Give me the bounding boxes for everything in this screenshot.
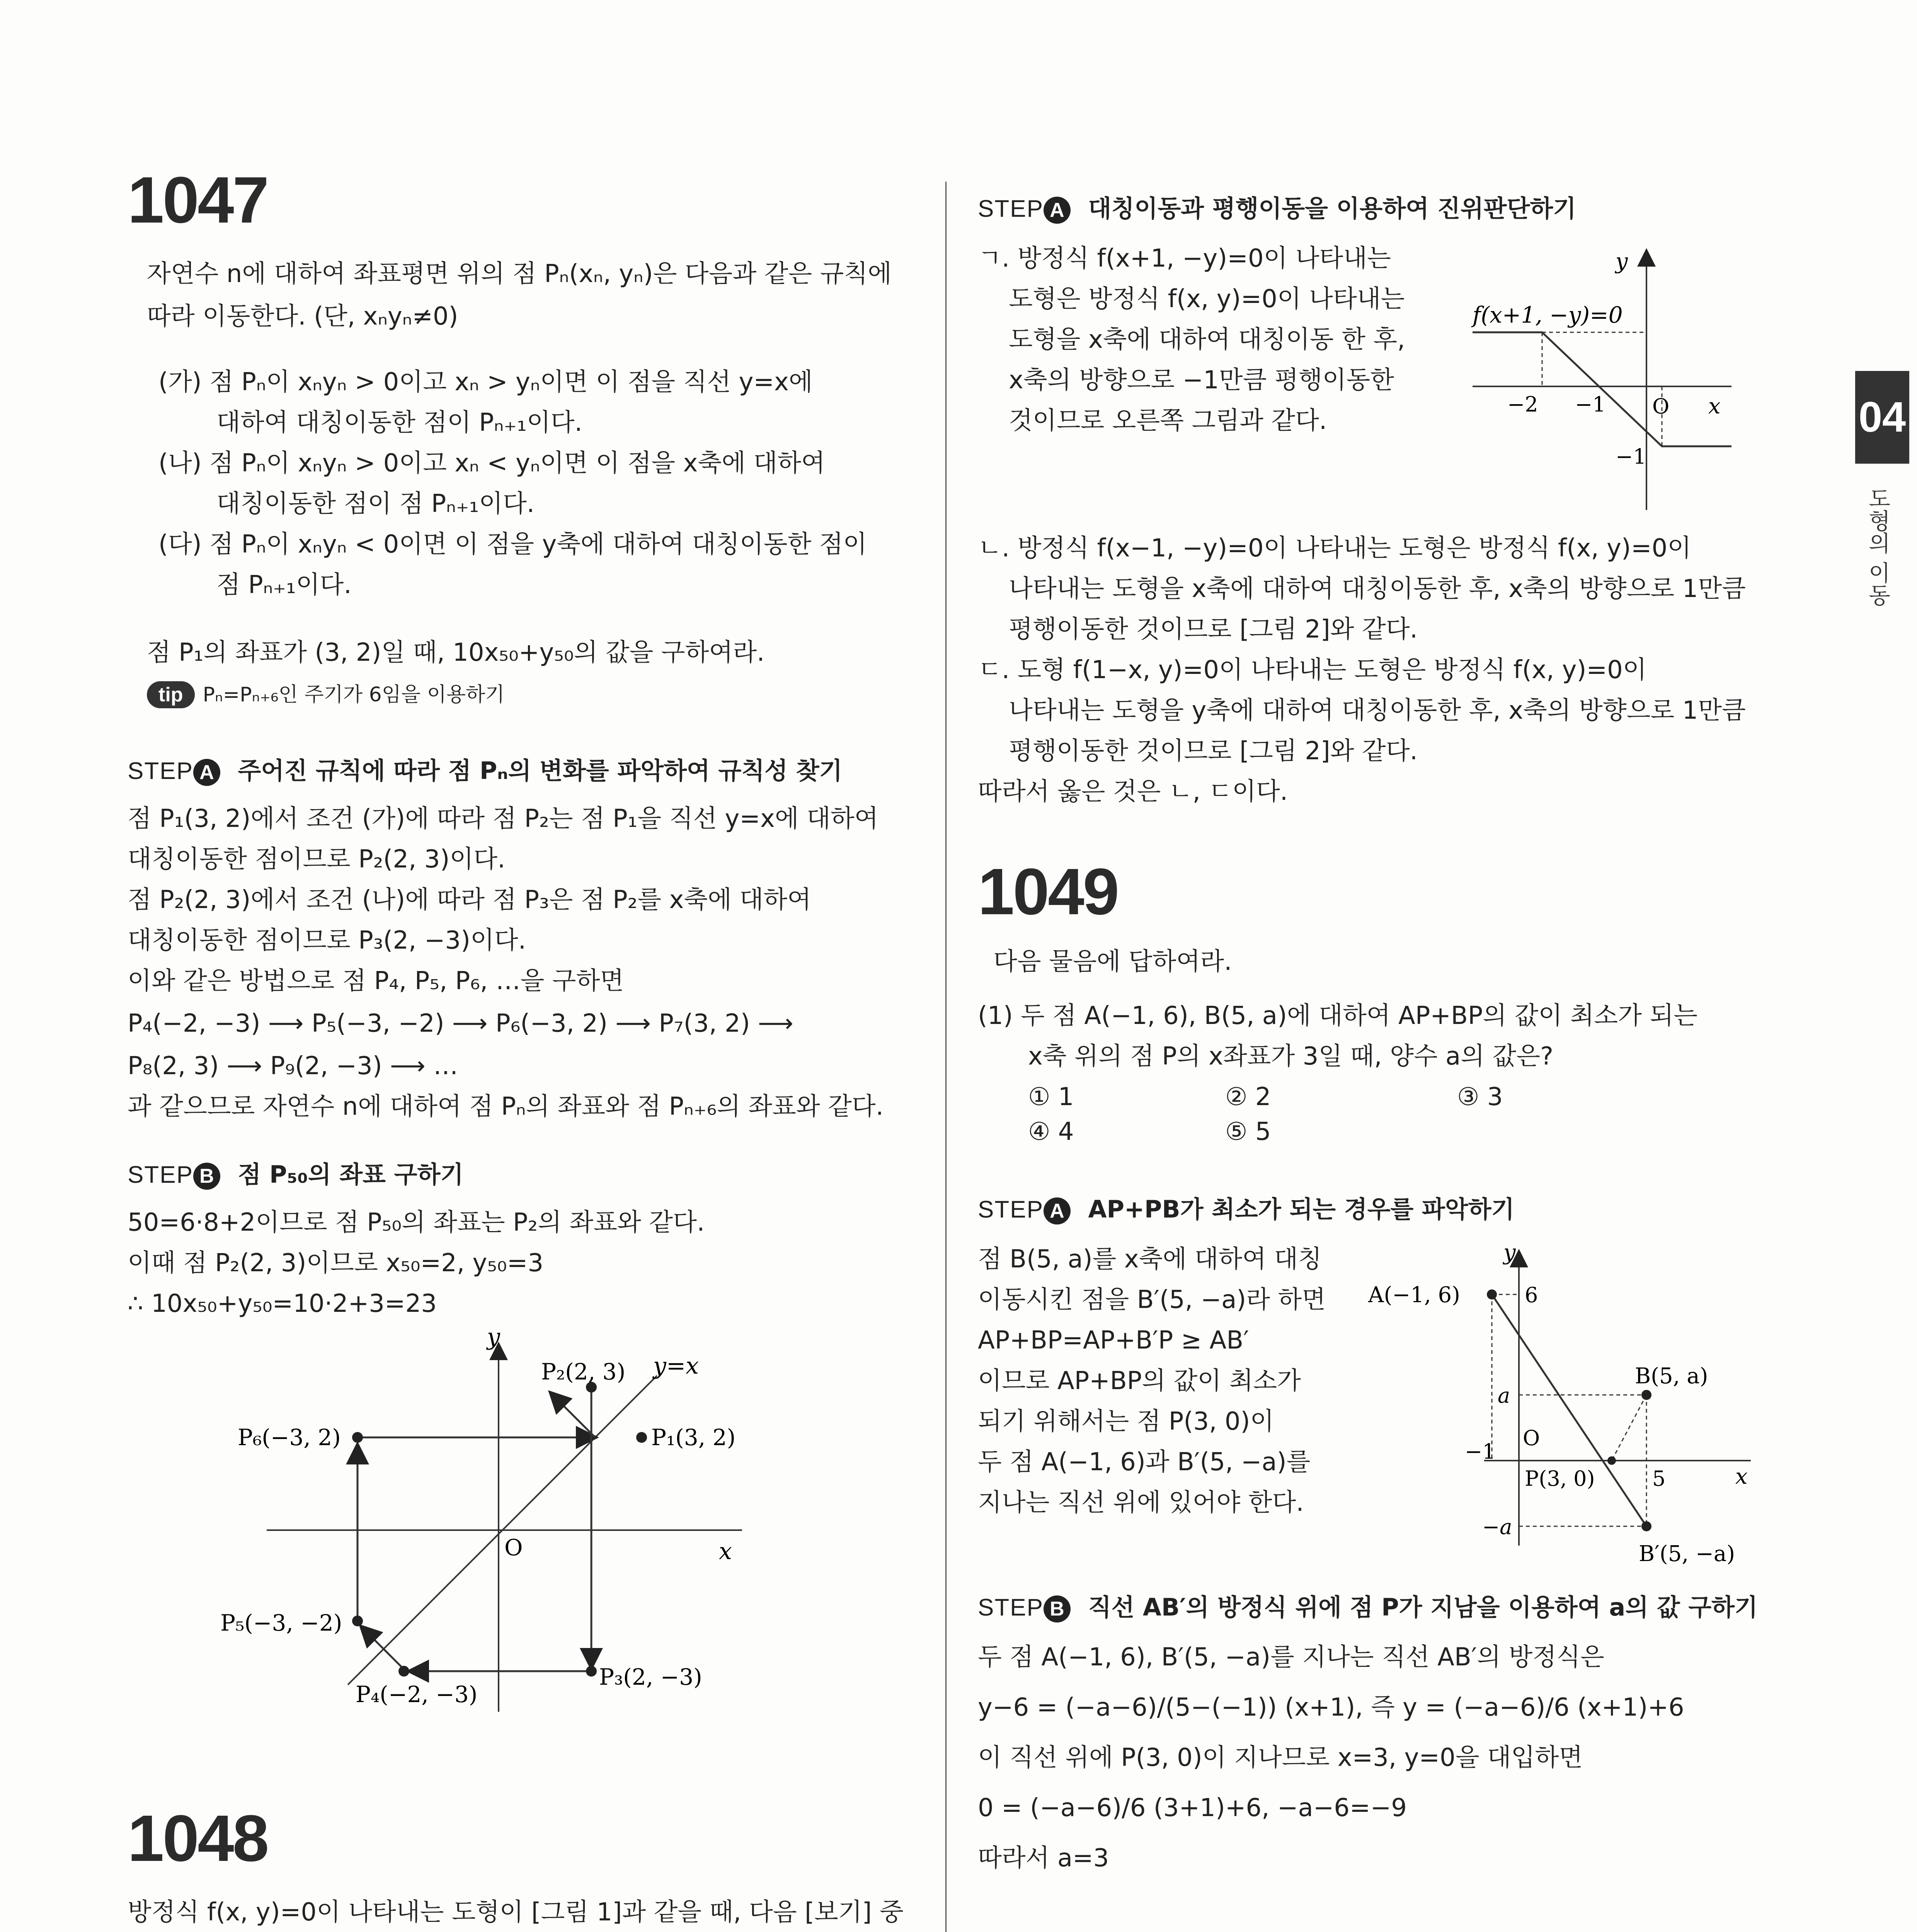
point-p4 (398, 1666, 409, 1677)
p1049-q1-step-a-heading (978, 1190, 1515, 1225)
step-badge-a: A (1044, 1197, 1071, 1225)
p1048-question-1: 방정식 f(x, y)=0이 나타내는 도형이 [그림 1]과 같을 때, 다음 [보기] 중 (128, 1898, 904, 1927)
p1048-sol-n3: 평행이동한 것이므로 [그림 2]와 같다. (1009, 615, 1418, 644)
axis-y-label: y (487, 1325, 500, 1350)
p1049-q1-sol-b1: 두 점 A(−1, 6), B′(5, −a)를 지나는 직선 AB′의 방정식은 (978, 1643, 1604, 1672)
step-label: STEP (978, 196, 1044, 222)
chapter-tab: 04 (1855, 371, 1909, 464)
p1047-sol-a4: 대칭이동한 점이므로 P₃(2, −3)이다. (128, 926, 526, 955)
point-p5 (352, 1616, 363, 1626)
label-p5: P₅(−3, −2) (220, 1610, 342, 1636)
p1047-step-a-heading (128, 752, 843, 786)
p1049-q1-line2: x축 위의 점 P의 x좌표가 3일 때, 양수 a의 값은? (1028, 1042, 1554, 1071)
g1-label-B: B(5, a) (1635, 1364, 1708, 1389)
point-P (1607, 1456, 1616, 1465)
p1047-sol-a5: 이와 같은 방법으로 점 P₄, P₅, P₆, …을 구하면 (128, 967, 624, 995)
point-p1 (636, 1432, 647, 1443)
step-label: STEP (128, 758, 193, 784)
p1049-q1-choice-5[interactable]: ⑤ 5 (1225, 1117, 1271, 1146)
step-badge-a: A (1044, 197, 1071, 224)
g1-label-A: A(−1, 6) (1368, 1282, 1460, 1308)
p1047-question: 점 P₁의 좌표가 (3, 2)일 때, 10x₅₀+y₅₀의 값을 구하여라. (147, 638, 765, 667)
p1047-step-b-heading (128, 1155, 463, 1190)
problem-number-1047: 1047 (128, 163, 268, 237)
sol-graph-y-neg-one: −1 (1616, 444, 1646, 469)
p1049-q1-line1: (1) 두 점 A(−1, 6), B(5, a)에 대하여 AP+BP의 값이 최소가 되는 (978, 1002, 1698, 1030)
step-badge-b: B (1044, 1595, 1071, 1622)
p1049-q1-sol-b2: y−6 = (−a−6)/(5−(−1)) (x+1), 즉 y = (−a−6)/6 (x+1)+6 (978, 1693, 1684, 1722)
p1048-sol-g5: 것이므로 오른쪽 그림과 같다. (1009, 406, 1327, 435)
p1049-q1-step-b-heading (978, 1588, 1758, 1622)
p1049-q1-sol-b: 이동시킨 점을 B′(5, −a)라 하면 (978, 1286, 1326, 1314)
p1048-sol-d3: 평행이동한 것이므로 [그림 2]와 같다. (1009, 737, 1418, 765)
origin-label: O (504, 1534, 523, 1561)
point-A (1487, 1289, 1497, 1299)
step-title: 직선 AB′의 방정식 위에 점 P가 지남을 이용하여 a의 값 구하기 (1088, 1593, 1758, 1621)
p1049-graph-1 (1364, 1240, 1770, 1580)
point-B (1641, 1390, 1651, 1400)
p1049-q1-choice-1[interactable]: ① 1 (1028, 1083, 1074, 1111)
p1049-q1-sol-a: 점 B(5, a)를 x축에 대하여 대칭 (978, 1245, 1322, 1274)
problem-number-1049: 1049 (978, 855, 1118, 929)
g1-label-B-prime: B′(5, −a) (1639, 1541, 1735, 1566)
p1047-rule-c-2: 점 Pₙ₊₁이다. (216, 571, 352, 599)
p1049-q1-sol-b4: 0 = (−a−6)/6 (3+1)+6, −a−6=−9 (978, 1794, 1407, 1822)
p1049-q1-choice-4[interactable]: ④ 4 (1028, 1117, 1074, 1146)
g1-six: 6 (1525, 1283, 1538, 1307)
p1047-rule-c-1: (다) 점 Pₙ이 xₙyₙ < 0이면 이 점을 y축에 대하여 대칭이동한 점이 (158, 530, 867, 559)
p1047-sol-a1: 점 P₁(3, 2)에서 조건 (가)에 따라 점 P₂는 점 P₁을 직선 y=x에 대하여 (128, 804, 878, 833)
p1047-sol-a7: P₈(2, 3) ⟶ P₉(2, −3) ⟶ … (128, 1052, 458, 1080)
label-p1: P₁(3, 2) (651, 1424, 736, 1451)
p1049-q1-sol-b3: 이 직선 위에 P(3, 0)이 지나므로 x=3, y=0을 대입하면 (978, 1743, 1583, 1772)
p1047-rule-b-1: (나) 점 Pₙ이 xₙyₙ > 0이고 xₙ < yₙ이면 이 점을 x축에 대하여 (158, 449, 825, 478)
g1-origin: O (1523, 1426, 1540, 1450)
point-p3 (586, 1666, 597, 1677)
sol-graph-origin: O (1652, 394, 1670, 418)
p1049-q2-line1 (993, 1928, 1633, 1932)
p1049-q1-sol-c: AP+BP=AP+B′P ≥ AB′ (978, 1326, 1249, 1355)
point-B-prime (1641, 1521, 1651, 1531)
p1047-rule-a-2: 대하여 대칭이동한 점이 Pₙ₊₁이다. (216, 408, 582, 437)
line-label: y=x (653, 1352, 699, 1379)
column-divider (945, 182, 947, 1932)
p1048-step-a-heading (978, 189, 1576, 224)
point-p6 (352, 1432, 363, 1443)
tip-badge: tip (147, 681, 195, 708)
step-badge-b: B (193, 1163, 220, 1190)
p1049-q1-sol-b5: 따라서 a=3 (978, 1844, 1109, 1872)
g1-x-label: x (1735, 1464, 1748, 1489)
p1047-graph (193, 1325, 773, 1743)
step-label: STEP (978, 1196, 1044, 1223)
p1049-q1-choice-2[interactable]: ② 2 (1225, 1083, 1271, 1111)
sol-graph-y: y (1616, 249, 1628, 274)
step-title: AP+PB가 최소가 되는 경우를 파악하기 (1088, 1195, 1515, 1223)
p1047-sol-b3: ∴ 10x₅₀+y₅₀=10·2+3=23 (128, 1289, 437, 1318)
step-badge-a: A (193, 759, 220, 786)
step-label: STEP (128, 1162, 193, 1188)
p1049-q1-sol-f: 두 점 A(−1, 6)과 B′(5, −a)를 (978, 1448, 1311, 1476)
step-label: STEP (978, 1594, 1044, 1621)
label-p4: P₄(−2, −3) (356, 1681, 478, 1708)
g1-neg-a: −a (1482, 1515, 1512, 1539)
p1049-q1-sol-d: 이므로 AP+BP의 값이 최소가 (978, 1367, 1301, 1395)
p1048-conclusion: 따라서 옳은 것은 ㄴ, ㄷ이다. (978, 777, 1288, 806)
p1047-rule-b-2: 대칭이동한 점이 점 Pₙ₊₁이다. (216, 490, 535, 518)
p1048-sol-g1: ㄱ. 방정식 f(x+1, −y)=0이 나타내는 (978, 244, 1391, 273)
p1049-q1-sol-e: 되기 위해서는 점 P(3, 0)이 (978, 1407, 1274, 1436)
g1-five: 5 (1652, 1466, 1666, 1491)
p1048-sol-d1: ㄷ. 도형 f(1−x, y)=0이 나타내는 도형은 방정식 f(x, y)=0이 (978, 656, 1647, 684)
p1049-intro: 다음 물음에 답하여라. (993, 947, 1232, 976)
p1047-sol-a8: 과 같으므로 자연수 n에 대하여 점 Pₙ의 좌표와 점 Pₙ₊₆의 좌표와 같다. (128, 1092, 884, 1121)
p1047-sol-a6: P₄(−2, −3) ⟶ P₅(−3, −2) ⟶ P₆(−3, 2) ⟶ P₇(3, 2) ⟶ (128, 1009, 793, 1038)
g1-y-label: y (1503, 1240, 1516, 1265)
p1047-sol-b1: 50=6·8+2이므로 점 P₅₀의 좌표는 P₂의 좌표와 같다. (128, 1208, 705, 1237)
p1047-tip (147, 678, 505, 708)
p1047-sol-b2: 이때 점 P₂(2, 3)이므로 x₅₀=2, y₅₀=3 (128, 1249, 544, 1277)
p1047-intro-1: 자연수 n에 대하여 좌표평면 위의 점 Pₙ(xₙ, yₙ)은 다음과 같은 규칙에 (147, 260, 892, 288)
p1048-solution-graph (1461, 240, 1762, 518)
axis-x-label: x (719, 1538, 732, 1565)
p1049-q1-choice-3[interactable]: ③ 3 (1457, 1083, 1503, 1111)
sol-graph-x-neg-one: −1 (1575, 392, 1606, 417)
p1049-q1-sol-g: 지나는 직선 위에 있어야 한다. (978, 1488, 1304, 1517)
label-p2: P₂(2, 3) (541, 1359, 626, 1385)
step-title: 점 P₅₀의 좌표 구하기 (238, 1160, 464, 1189)
g1-a-tick: a (1498, 1383, 1510, 1408)
p1047-rule-a-1: (가) 점 Pₙ이 xₙyₙ > 0이고 xₙ > yₙ이면 이 점을 직선 y=x에 (158, 368, 813, 396)
chapter-tab-title: 도형의 이동 (1864, 487, 1891, 606)
sol-graph-x-neg-two: −2 (1507, 392, 1538, 417)
problem-number-1048: 1048 (128, 1802, 268, 1875)
g1-neg-one: −1 (1465, 1439, 1496, 1464)
sol-graph-x: x (1708, 394, 1721, 419)
p1048-sol-g2: 도형은 방정식 f(x, y)=0이 나타내는 (1009, 285, 1405, 313)
tip-text: Pₙ=Pₙ₊₆인 주기가 6임을 이용하기 (203, 683, 505, 706)
p1047-sol-a3: 점 P₂(2, 3)에서 조건 (나)에 따라 점 P₃은 점 P₂를 x축에 대하여 (128, 886, 811, 914)
g1-label-P: P(3, 0) (1525, 1466, 1595, 1491)
p1047-intro-2: 따라 이동한다. (단, xₙyₙ≠0) (147, 302, 458, 331)
step-title: 대칭이동과 평행이동을 이용하여 진위판단하기 (1088, 194, 1577, 223)
p1048-sol-n2: 나타내는 도형을 x축에 대하여 대칭이동한 후, x축의 방향으로 1만큼 (1009, 575, 1746, 603)
p1048-sol-n1: ㄴ. 방정식 f(x−1, −y)=0이 나타내는 도형은 방정식 f(x, y)=0이 (978, 534, 1692, 563)
step-title: 주어진 규칙에 따라 점 Pₙ의 변화를 파악하여 규칙성 찾기 (238, 757, 843, 785)
p1048-sol-g4: x축의 방향으로 −1만큼 평행이동한 (1009, 366, 1394, 395)
p1048-sol-d2: 나타내는 도형을 y축에 대하여 대칭이동한 후, x축의 방향으로 1만큼 (1009, 696, 1746, 725)
label-p6: P₆(−3, 2) (238, 1424, 341, 1451)
sol-graph-label: f(x+1, −y)=0 (1473, 302, 1623, 328)
label-p3: P₃(2, −3) (599, 1664, 702, 1690)
p1047-sol-a2: 대칭이동한 점이므로 P₂(2, 3)이다. (128, 845, 506, 874)
p1048-sol-g3: 도형을 x축에 대하여 대칭이동 한 후, (1009, 325, 1405, 354)
